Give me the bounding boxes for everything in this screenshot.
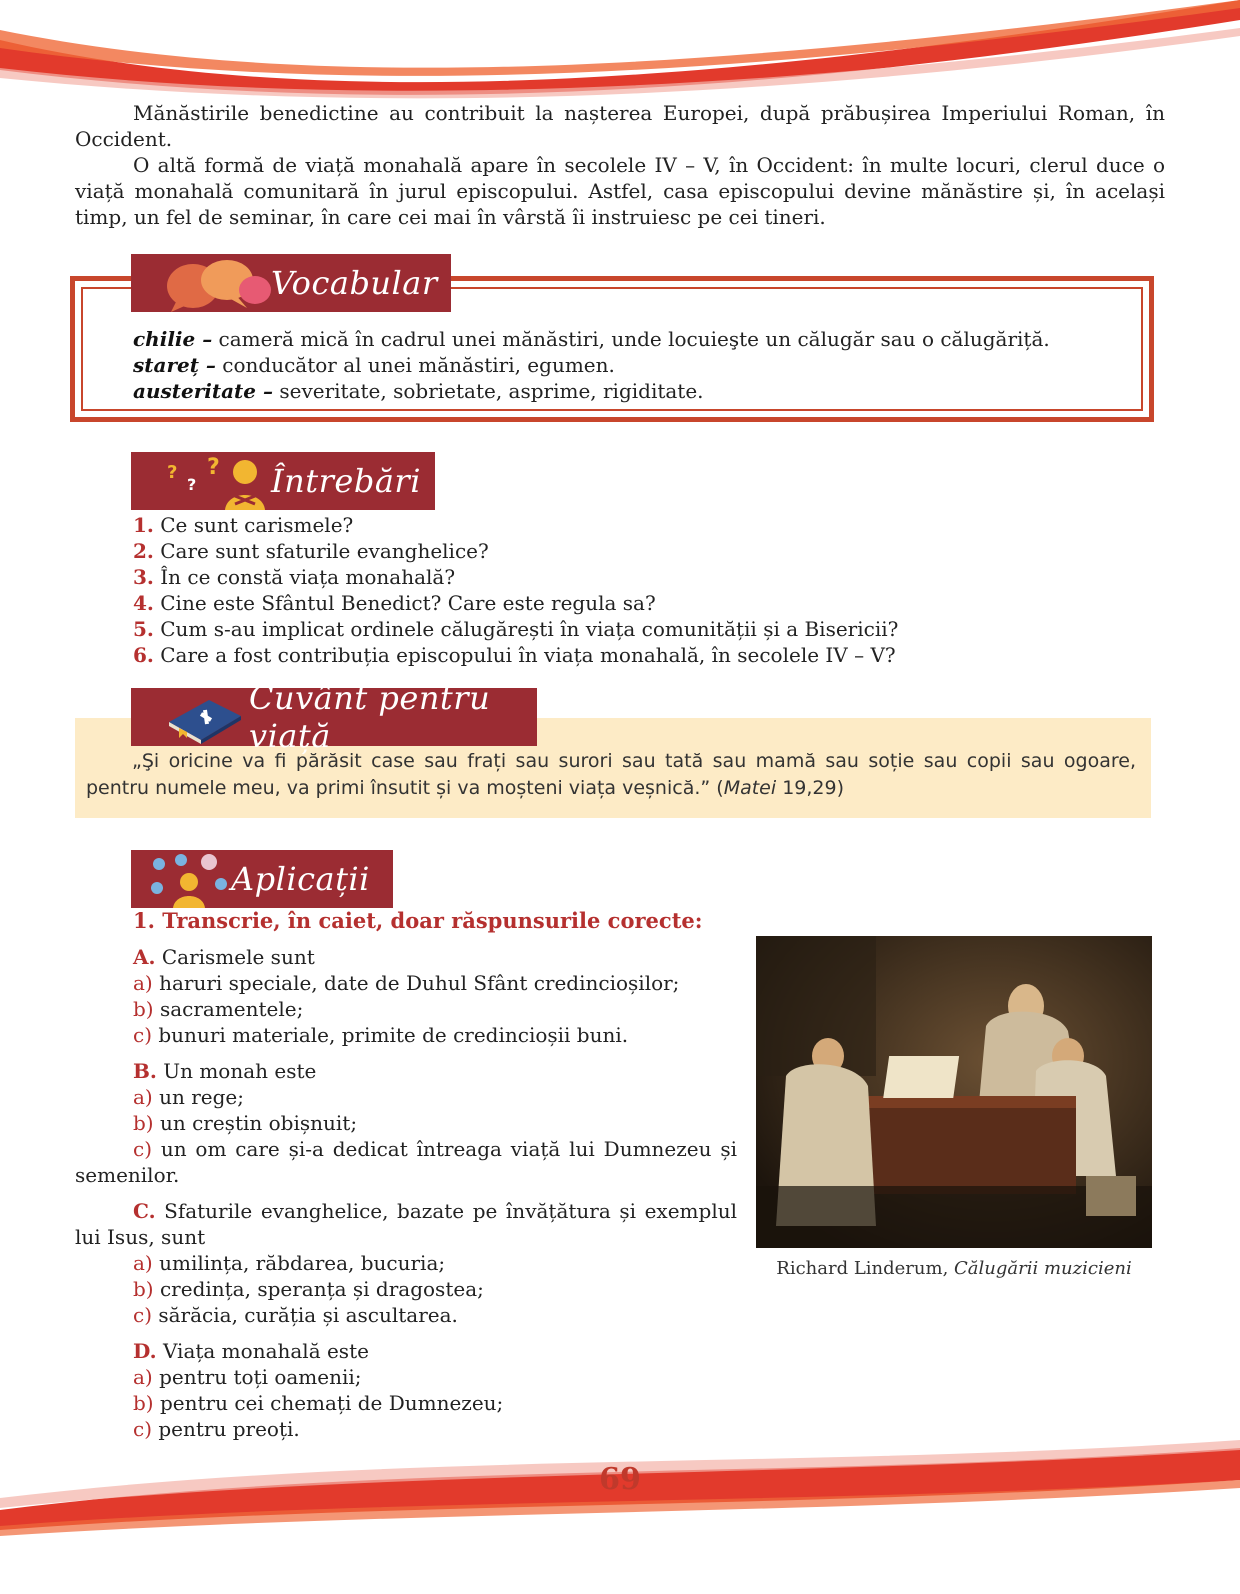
svg-text:?: ? <box>207 455 220 480</box>
vocabulary-entry: chilie – cameră mică în cadrul unei mănăstiri, unde locuieşte un călugăr sau o călugăriță. <box>133 327 1050 351</box>
question-B: B. Un monah este a) un rege; b) un creștin obișnuit; c) un om care și-a dedicat întreaga viață lui Dumnezeu și semenilor. <box>75 1059 737 1187</box>
intro-paragraph-2: O altă formă de viață monahală apare în secolele IV – V, în Occident: în multe locuri, clerul duce o viață monahală comunitară în jurul episcopului. Astfel, casa episcopului devine mănăstire și, în același timp, un fel de seminar, în care cei mai în vârstă îi instruiesc pe cei tineri. <box>75 153 1165 229</box>
vocabulary-list <box>133 326 1133 404</box>
page-number: 69 <box>599 1462 641 1497</box>
question-item: 4. Cine este Sfântul Benedict? Care este regula sa? <box>133 591 656 615</box>
applications-title: Aplicații <box>231 860 370 898</box>
question-item: 2. Care sunt sfaturile evanghelice? <box>133 539 489 563</box>
question-item: 5. Cum s-au implicat ordinele călugărești în viața comunității și a Bisericii? <box>133 617 899 641</box>
speech-bubbles-icon <box>163 256 273 312</box>
vocabulary-entry: stareț – conducător al unei mănăstiri, egumen. <box>133 353 615 377</box>
bible-icon <box>165 692 245 744</box>
intro-paragraph-1: Mănăstirile benedictine au contribuit la nașterea Europei, după prăbușirea Imperiului Roman, în Occident. <box>75 101 1165 151</box>
task-instruction: 1. Transcrie, în caiet, doar răspunsurile corecte: <box>133 908 703 933</box>
questions-title: Întrebări <box>271 462 421 500</box>
question-item: 3. În ce constă viața monahală? <box>133 565 456 589</box>
question-A: A. Carismele sunt a) haruri speciale, date de Duhul Sfânt credincioșilor; b) sacramentele; c) bunuri materiale, primite de credincioșii buni. <box>133 945 680 1047</box>
questions-banner <box>131 452 435 510</box>
vocabulary-banner <box>131 254 451 312</box>
vocabulary-entry: austeritate – severitate, sobrietate, asprime, rigiditate. <box>133 379 704 403</box>
top-wave-decoration <box>0 0 1240 100</box>
thinking-person-icon <box>161 454 271 510</box>
question-item: 1. Ce sunt carismele? <box>133 513 354 537</box>
bible-quote: „Şi oricine va fi părăsit case sau frați sau surori sau tată sau mamă sau soție sau copii sau ogoare, pentru numele meu, va primi însutit și va moșteni viața veșnică.” (Matei 19,29) <box>86 750 1136 799</box>
applications-banner <box>131 850 393 908</box>
vocabulary-title: Vocabular <box>271 264 438 302</box>
question-C: C. Sfaturile evanghelice, bazate pe învățătura și exemplul lui Isus, sunt a) umilința, răbdarea, bucuria; b) credința, speranța și dragostea; c) sărăcia, curăția și ascultarea. <box>75 1199 737 1327</box>
painting-caption: Richard Linderum, Călugării muzicieni <box>776 1258 1132 1279</box>
questions-list <box>133 512 1133 668</box>
painting-monks-musicians <box>756 936 1152 1248</box>
word-for-life-banner <box>131 679 537 755</box>
svg-text:?: ? <box>167 462 178 483</box>
svg-text:?: ? <box>187 475 197 494</box>
question-D: D. Viața monahală este a) pentru toți oamenii; b) pentru cei chemați de Dumnezeu; c) pentru preoți. <box>133 1339 504 1441</box>
word-for-life-title: Cuvânt pentru viață <box>249 679 491 755</box>
student-ideas-icon <box>147 852 231 908</box>
question-item: 6. Care a fost contribuția episcopului în viața monahală, în secolele IV – V? <box>133 643 896 667</box>
